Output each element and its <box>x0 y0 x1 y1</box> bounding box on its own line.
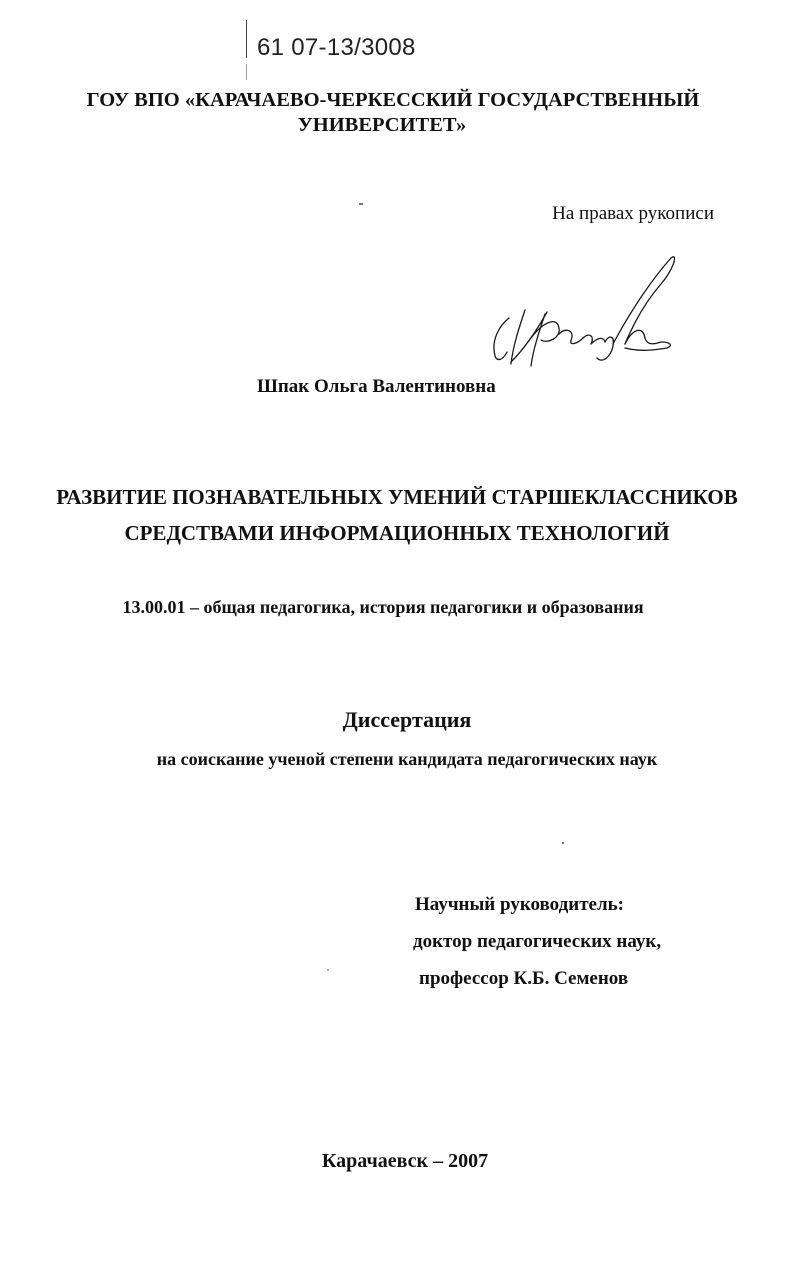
stamp-rule-bottom <box>246 64 247 80</box>
manuscript-rights-note: На правах рукописи <box>552 203 714 224</box>
document-type: Диссертация <box>342 707 472 732</box>
supervisor-label: Научный руководитель: <box>415 894 624 915</box>
scan-speck <box>327 969 329 971</box>
specialty-code: 13.00.01 – общая педагогика, история педагогики и образования <box>122 597 644 617</box>
thesis-title-line-2: СРЕДСТВАМИ ИНФОРМАЦИОННЫХ ТЕХНОЛОГИЙ <box>124 521 670 545</box>
city-year: Карачаевск – 2007 <box>321 1150 489 1172</box>
institution-line-2: УНИВЕРСИТЕТ» <box>297 114 467 136</box>
stamp-rule-top <box>246 20 247 58</box>
supervisor-degree: доктор педагогических наук, <box>413 931 662 952</box>
author-name: Шпак Ольга Валентиновна <box>257 376 496 397</box>
supervisor-name: профессор К.Б. Семенов <box>419 968 629 989</box>
author-signature <box>485 252 675 372</box>
archive-stamp-code: 61 07-13/3008 <box>257 34 416 61</box>
thesis-title-line-1: РАЗВИТИЕ ПОЗНАВАТЕЛЬНЫХ УМЕНИЙ СТАРШЕКЛАССНИКОВ <box>56 485 738 509</box>
degree-sought: на соискание ученой степени кандидата педагогических наук <box>156 749 658 769</box>
scan-speck <box>359 203 363 205</box>
scan-speck <box>562 842 564 844</box>
institution-line-1: ГОУ ВПО «КАРАЧАЕВО-ЧЕРКЕССКИЙ ГОСУДАРСТВЕННЫЙ <box>86 89 700 111</box>
